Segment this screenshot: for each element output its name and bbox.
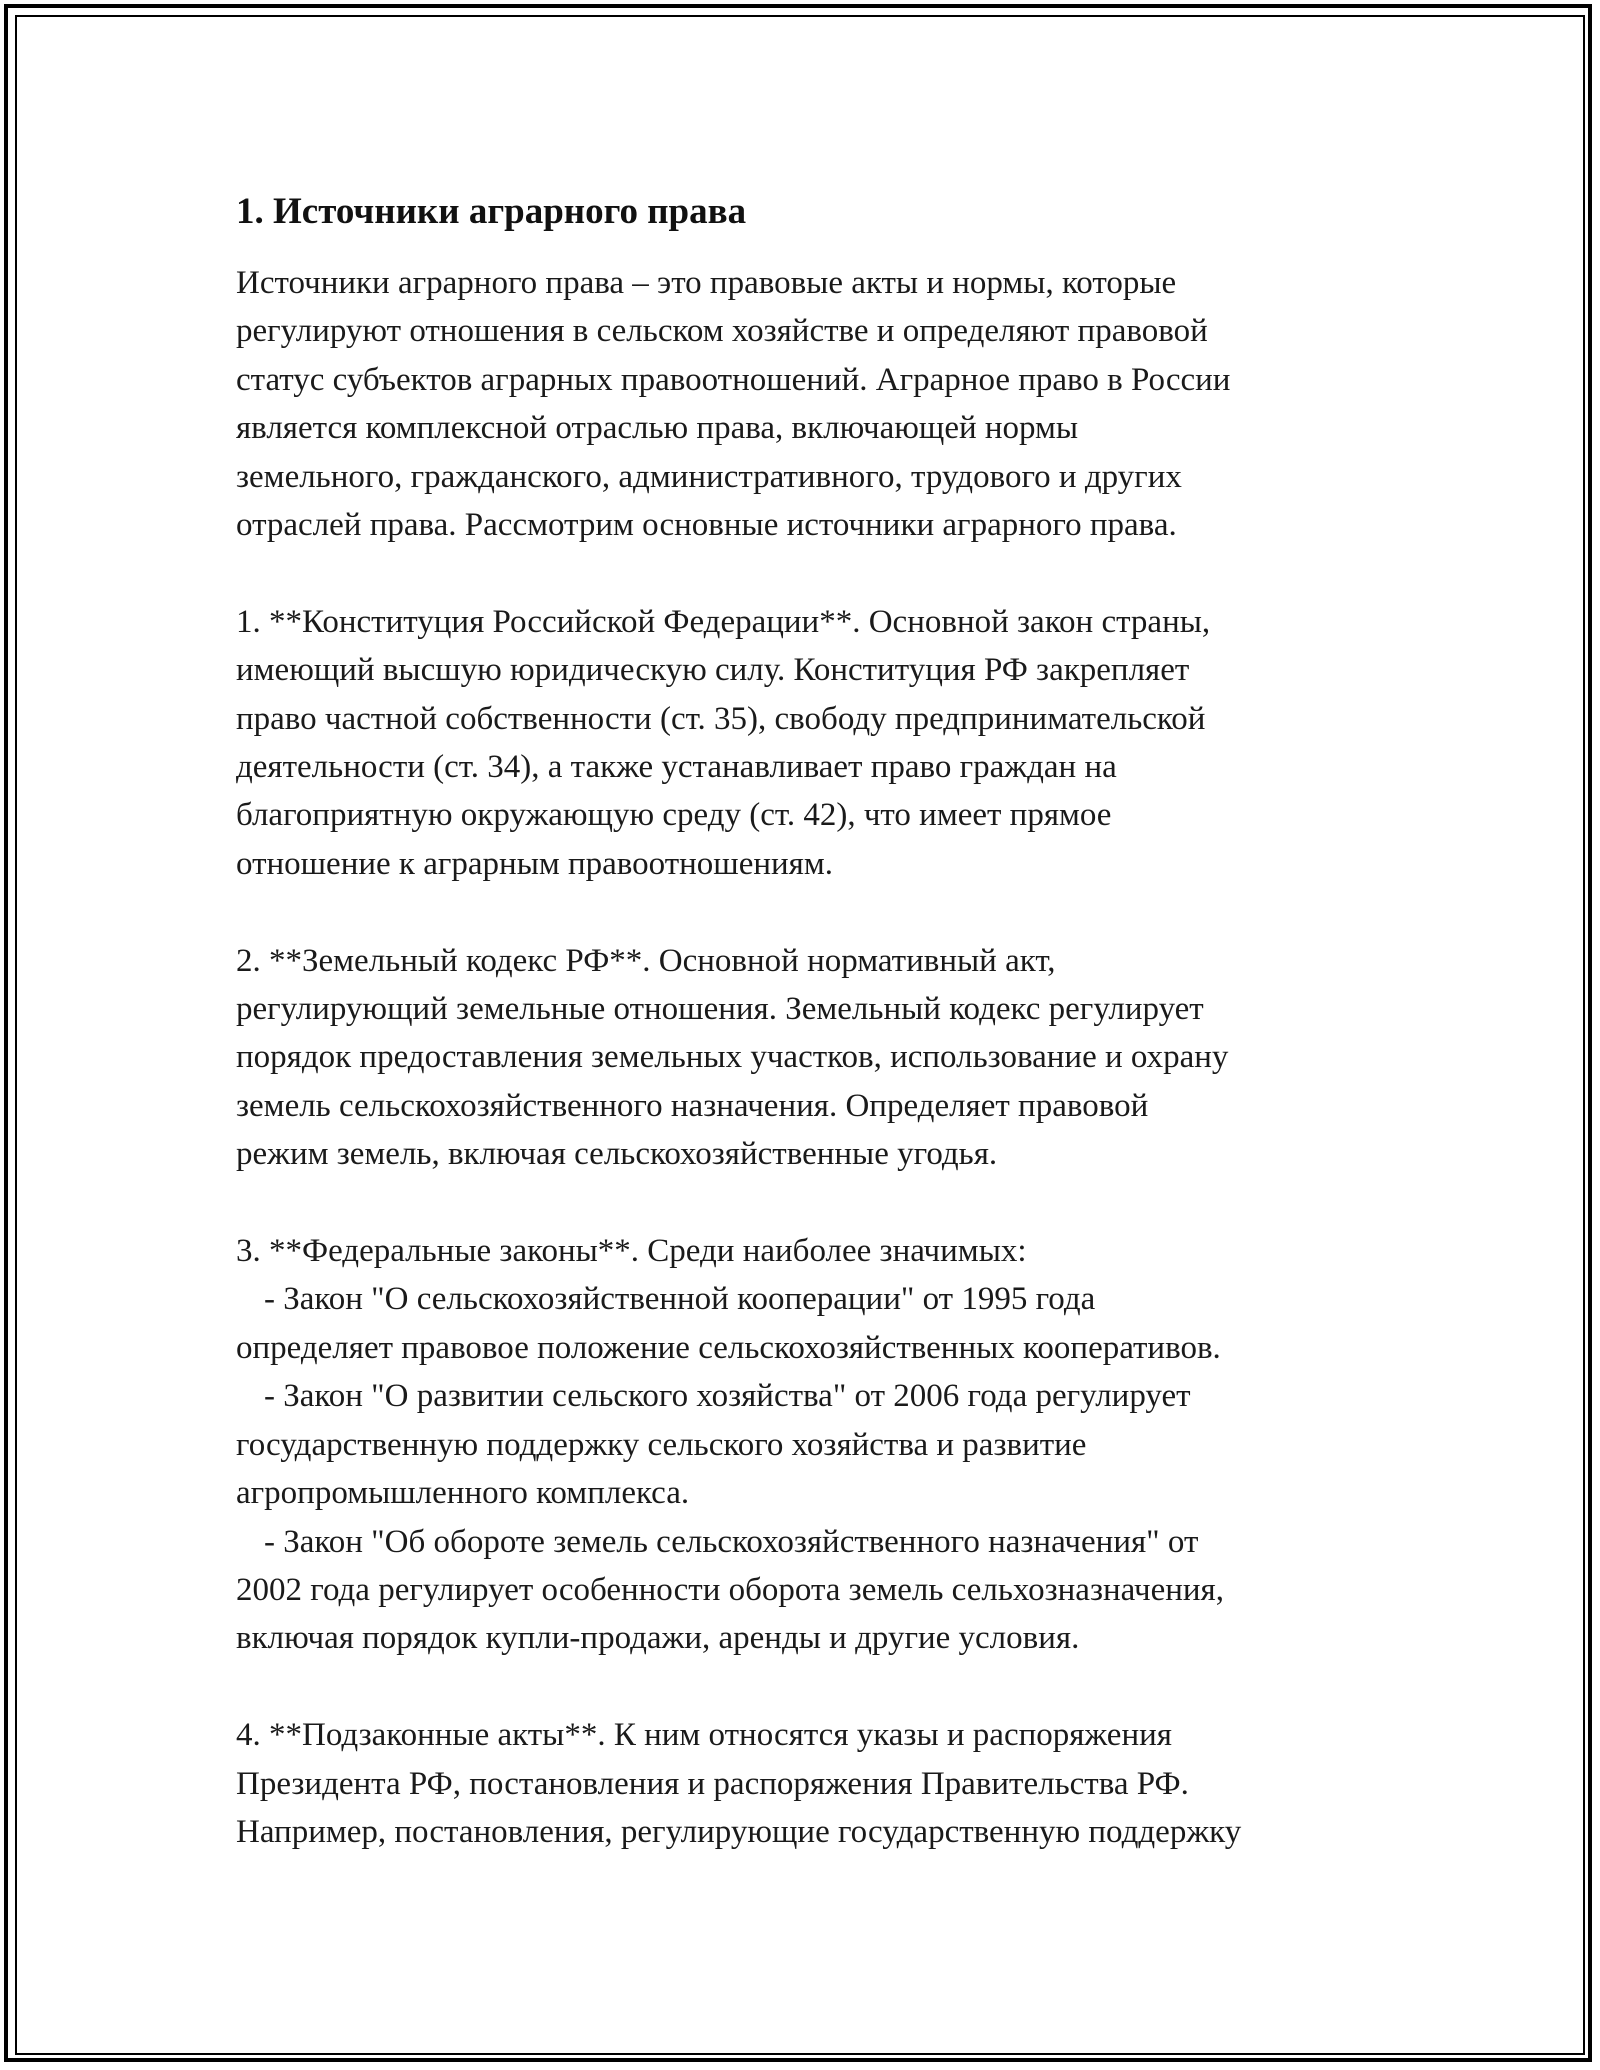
list-item-bylaws: 4. **Подзаконные акты**. К ним относятся указы и распоряжения Президента РФ, постановления и распоряжения Правительства РФ. Например, постановления, регулирующие государственную поддержку bbox=[236, 1717, 1242, 1850]
paragraph-spacer bbox=[236, 1663, 1386, 1711]
intro-paragraph: Источники аграрного права – это правовые акты и нормы, которые регулируют отношения в сельском хозяйстве и определяют правовой статус субъектов аграрных правоотношений. Аграрное право в России является комплексной отраслью права, включающей нормы земельного, гражданского, административного, трудового и других отраслей права. Рассмотрим основные источники аграрного права. bbox=[236, 265, 1231, 544]
document-body bbox=[236, 188, 1386, 1856]
list-item-land-code: 2. **Земельный кодекс РФ**. Основной нормативный акт, регулирующий земельные отношения. Земельный кодекс регулирует порядок предоставления земельных участков, использование и охрану земель сельскохозяйственного назначения. Определяет правовой режим земель, включая сельскохозяйственные угодья. bbox=[236, 942, 1229, 1173]
section-heading: 1. Источники аграрного права bbox=[236, 191, 747, 232]
sub-item-land-turnover-law: - Закон "Об обороте земель сельскохозяйственного назначения" от 2002 года регулирует особенности оборота земель сельхозназначения, включая порядок купли-продажи, аренды и другие условия. bbox=[236, 1523, 1224, 1657]
paragraph-spacer bbox=[236, 1179, 1386, 1227]
list-item-federal-laws: 3. **Федеральные законы**. Среди наиболее значимых: bbox=[236, 1233, 1027, 1270]
paragraph-spacer bbox=[236, 888, 1386, 936]
list-item-constitution: 1. **Конституция Российской Федерации**. Основной закон страны, имеющий высшую юридическую силу. Конституция РФ закрепляет право частной собственности (ст. 35), свободу предпринимательской деятельности (ст. 34), а также устанавливает право граждан на благоприятную окружающую среду (ст. 42), что имеет прямое отношение к аграрным правоотношениям. bbox=[236, 603, 1211, 882]
paragraph-spacer bbox=[236, 549, 1386, 597]
sub-item-agriculture-development-law: - Закон "О развитии сельского хозяйства" от 2006 года регулирует государственную поддержку сельского хозяйства и развитие агропромышленного комплекса. bbox=[236, 1378, 1191, 1512]
sub-item-cooperation-law: - Закон "О сельскохозяйственной кооперации" от 1995 года определяет правовое положение сельскохозяйственных кооперативов. bbox=[236, 1281, 1221, 1366]
